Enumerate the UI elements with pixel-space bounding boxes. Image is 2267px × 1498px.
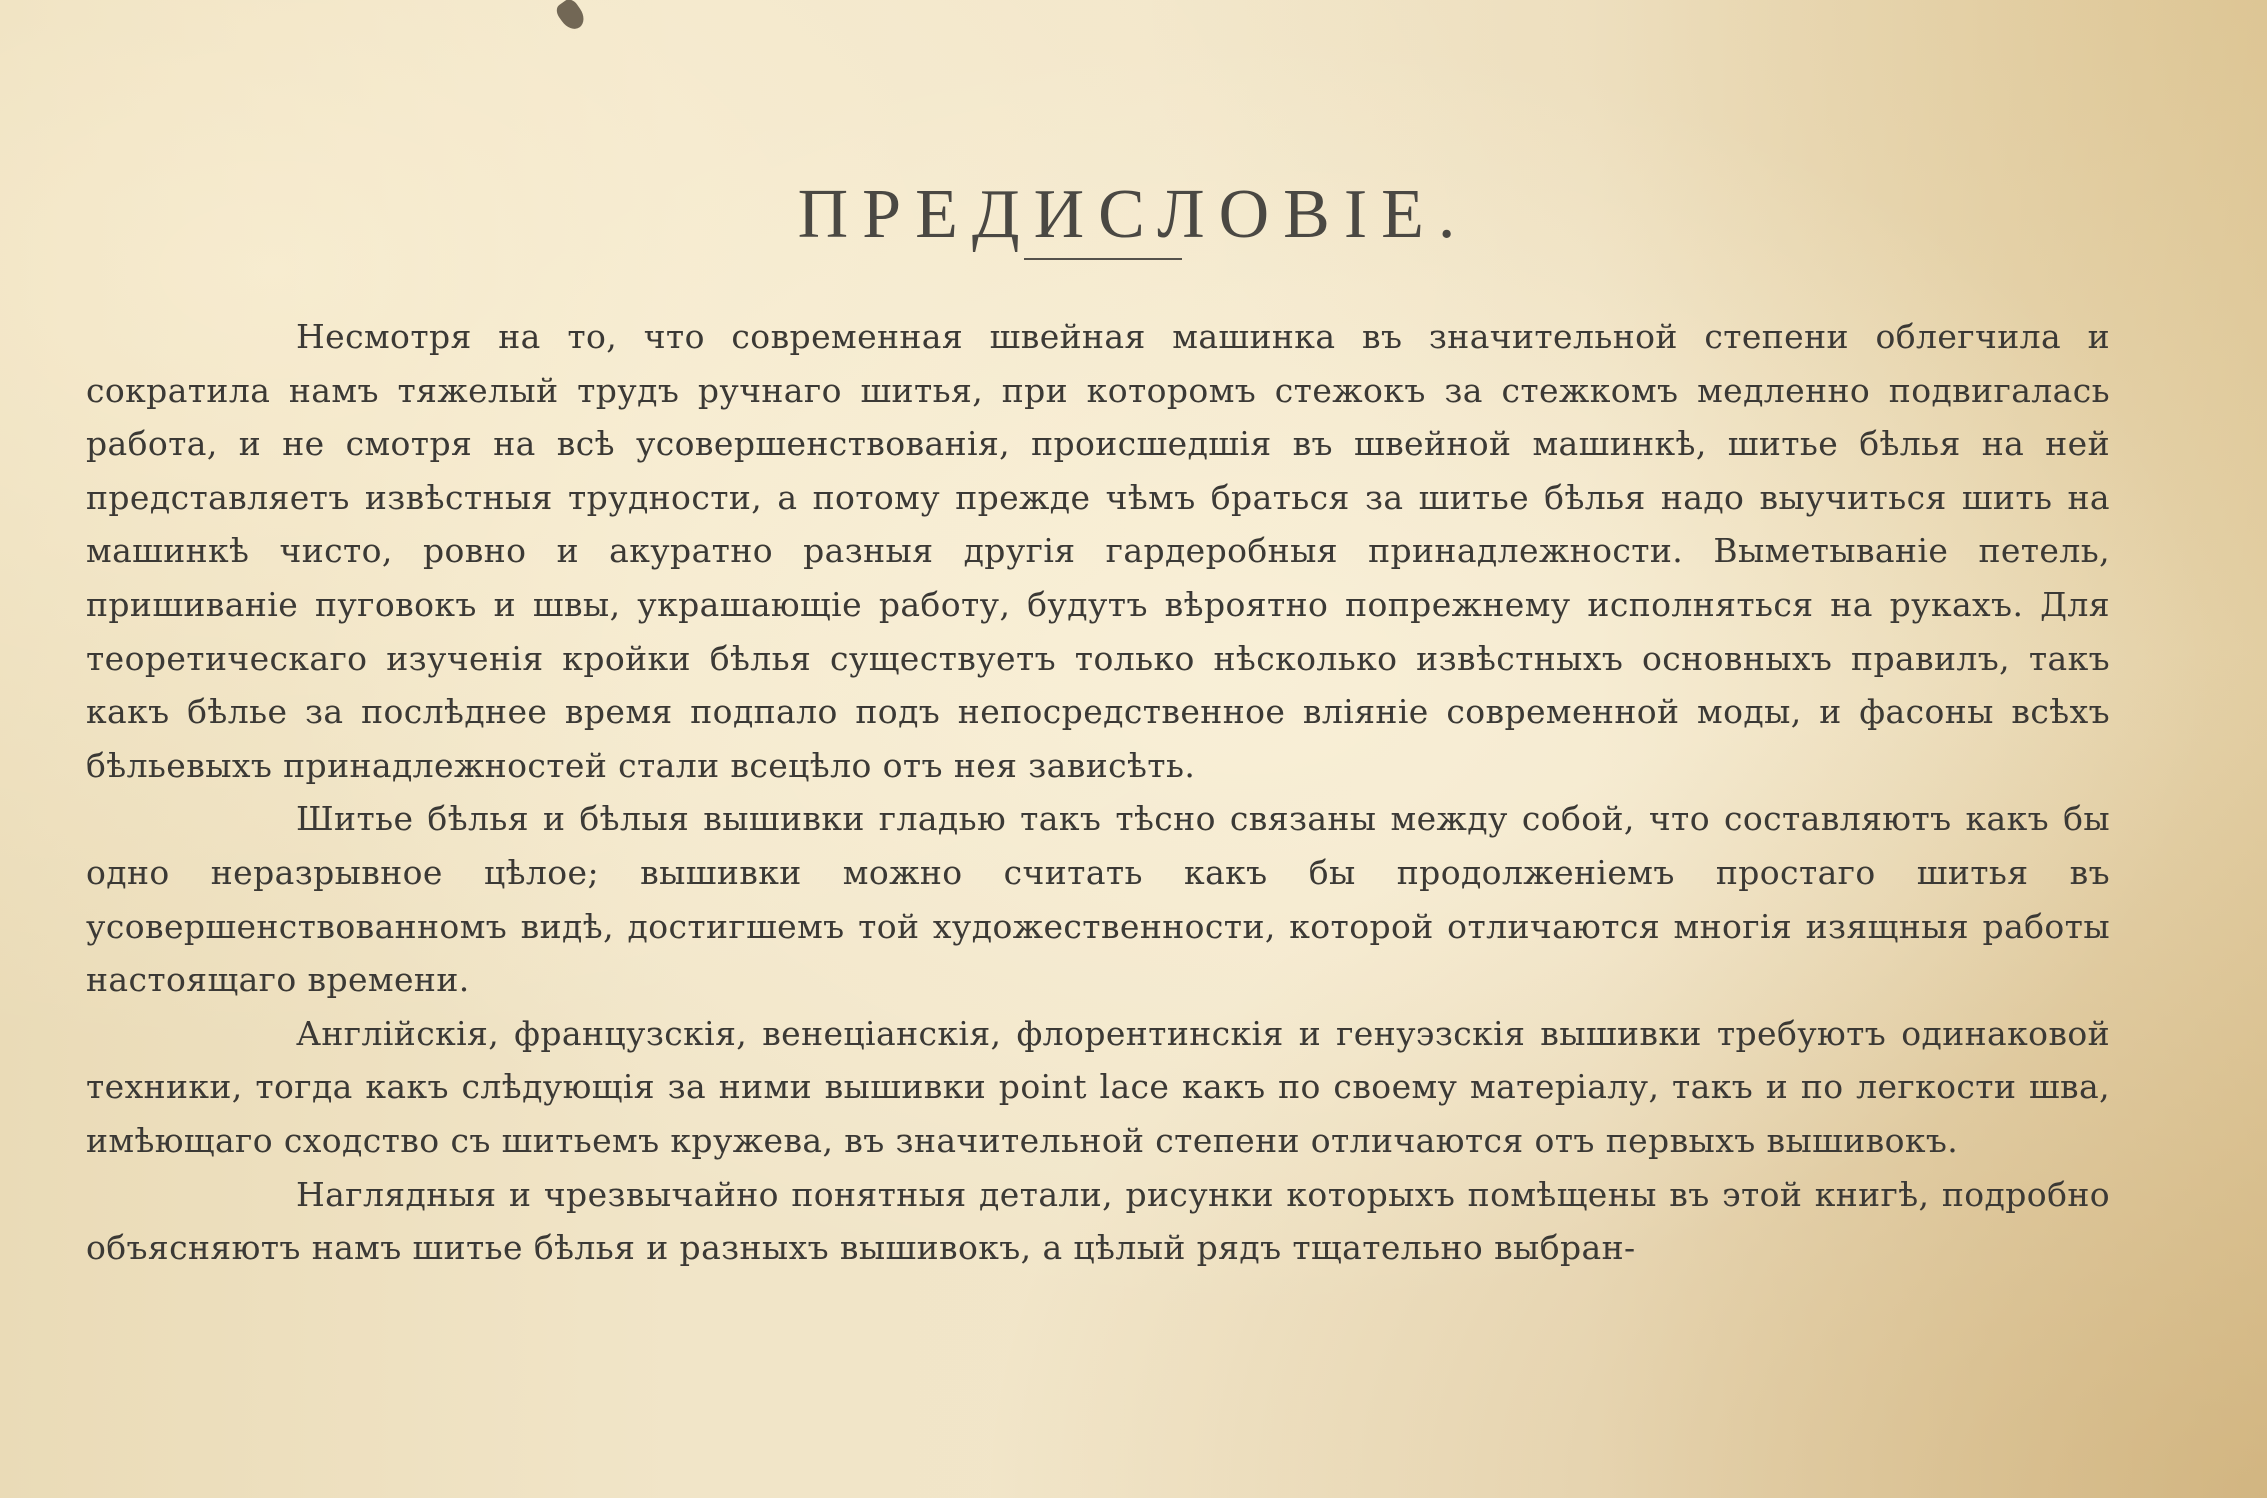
paragraph-1: Несмотря на то, что современная швейная машинка въ значительной степени облегчила и сократила намъ тяжелый трудъ ручнаго шитья, при которомъ стежокъ за стежкомъ медленно подвигалась работа, и не смотря на всѣ усовершенствованія, происшедшія въ швейной машинкѣ, шитье бѣлья на ней представляетъ извѣстныя трудности, а потому прежде чѣмъ браться за шитье бѣлья надо выучиться шить на машинкѣ чисто, ровно и акуратно разныя другія гардеробныя принадлежности. Выметываніе петель, пришиваніе пуговокъ и швы, украшающіе работу, будутъ вѣроятно попрежнему исполняться на рукахъ. Для теоретическаго изученія кройки бѣлья существуетъ только нѣсколько извѣстныхъ основныхъ правилъ, такъ какъ бѣлье за послѣднее время подпало подъ непосредственное вліяніе современной моды, и фасоны всѣхъ бѣльевыхъ принадлежностей стали всецѣло отъ нея зависѣть. bbox=[86, 317, 2110, 785]
page-title: ПРЕДИСЛОВIE. bbox=[797, 175, 1470, 253]
title-divider bbox=[1024, 258, 1182, 260]
preface-text bbox=[86, 310, 2110, 1275]
ink-blot bbox=[553, 0, 588, 34]
paragraph-4: Наглядныя и чрезвычайно понятныя детали, рисунки которыхъ помѣщены въ этой книгѣ, подробно объясняютъ намъ шитье бѣлья и разныхъ вышивокъ, а цѣлый рядъ тщательно выбран- bbox=[86, 1174, 2110, 1268]
paragraph-3: Англійскія, французскія, венеціанскія, флорентинскія и генуэзскія вышивки требуютъ одинаковой техники, тогда какъ слѣдующія за ними вышивки point lace какъ по своему матеріалу, такъ и по легкости шва, имѣющаго сходство съ шитьемъ кружева, въ значительной степени отличаются отъ первыхъ вышивокъ. bbox=[86, 1013, 2110, 1160]
paragraph-2: Шитье бѣлья и бѣлыя вышивки гладью такъ тѣсно связаны между собой, что составляютъ какъ бы одно неразрывное цѣлое; вышивки можно считать какъ бы продолженіемъ простаго шитья въ усовершенствованномъ видѣ, достигшемъ той художественности, которой отличаются многія изящныя работы настоящаго времени. bbox=[86, 799, 2110, 1000]
